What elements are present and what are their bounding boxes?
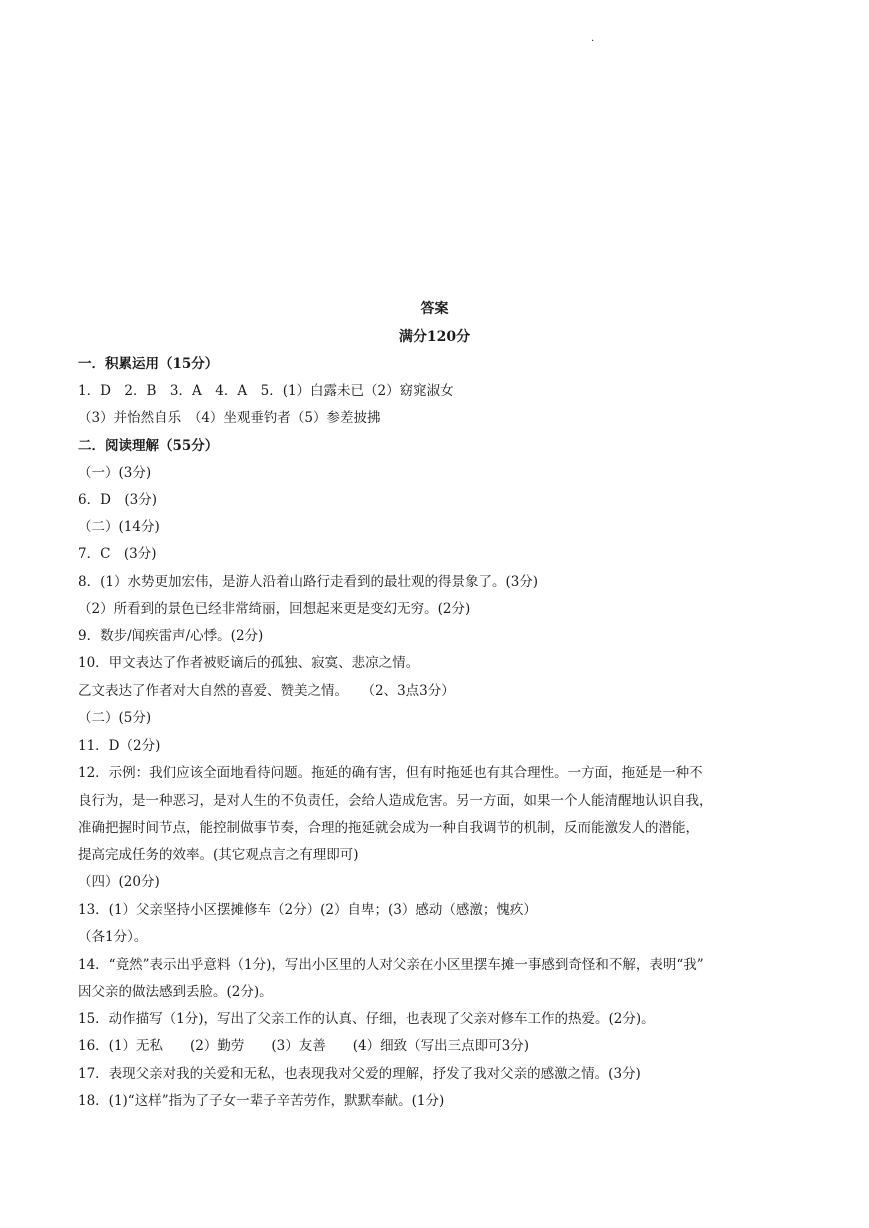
answer-line: 准确把握时间节点，能控制做事节奏，合理的拖延就会成为一种自我调节的机制，反而能激发人的潜能， [78,820,699,836]
answer-line: 7．C (3分) [78,546,157,562]
header-mark: . [591,33,595,44]
answer-line: 13．(1）父亲坚持小区摆摊修车（2分）(2）自卑；(3）感动（感激；愧疚） [78,902,537,918]
answer-line: （3）并怡然自乐 （4）坐观垂钓者（5）参差披拂 [78,410,381,426]
answer-line: （各1分）。 [78,929,148,945]
answer-line: 15．动作描写（1分)，写出了父亲工作的认真、仔细，也表现了父亲对修车工作的热爱。(2分)。 [78,1011,655,1027]
answer-line: 12．示例：我们应该全面地看待问题。拖延的确有害，但有时拖延也有其合理性。一方面，拖延是一种不 [78,765,703,781]
answer-line: 良行为，是一种恶习，是对人生的不负责任，会给人造成危害。另一方面，如果一个人能清醒地认识自我， [78,793,713,809]
answer-line: 14．“竟然”表示出乎意料（1分)，写出小区里的人对父亲在小区里摆车摊一事感到奇怪和不解，表明“我” [78,957,704,973]
answer-line: 6．D (3分) [78,492,158,508]
answer-line: 1．D 2．B 3．A 4．A 5．(1）白露未已（2）窈窕淑女 [78,383,454,399]
page-title: 答案 [420,301,449,317]
section-heading: 二．阅读理解（55分） [78,438,219,454]
answer-line: 提高完成任务的效率。(其它观点言之有理即可) [78,847,359,863]
answer-line: 16．(1）无私 (2）勤劳 (3）友善 (4）细致（写出三点即可3分) [78,1038,529,1054]
answer-line: 8．(1）水势更加宏伟，是游人沿着山路行走看到的最壮观的得景象了。(3分) [78,574,539,590]
answer-line: 10．甲文表达了作者被贬谪后的孤独、寂寞、悲凉之情。 [78,655,420,671]
answer-line: 乙文表达了作者对大自然的喜爱、赞美之情。 （2、3点3分） [78,683,455,699]
answer-line: （二）(14分) [78,519,160,535]
answer-line: （2）所看到的景色已经非常绮丽，回想起来更是变幻无穷。(2分) [78,601,471,617]
answer-line: 因父亲的做法感到丢脸。(2分)。 [78,984,273,1000]
answer-line: （四）(20分) [78,874,160,890]
answer-line: 18．(1)“这样”指为了子女一辈子辛苦劳作，默默奉献。(1分) [78,1093,445,1109]
page-subtitle: 满分120分 [398,329,471,345]
answer-line: 11．D（2分) [78,738,161,754]
answer-line: （一）(3分) [78,465,152,481]
answer-line: 17．表现父亲对我的关爱和无私，也表现我对父爱的理解，抒发了我对父亲的感激之情。(3分) [78,1066,641,1082]
section-heading: 一．积累运用（15分） [78,356,219,372]
answer-line: （二）(5分) [78,710,152,726]
answer-line: 9．数步/闻疾雷声/心悸。(2分) [78,628,264,644]
